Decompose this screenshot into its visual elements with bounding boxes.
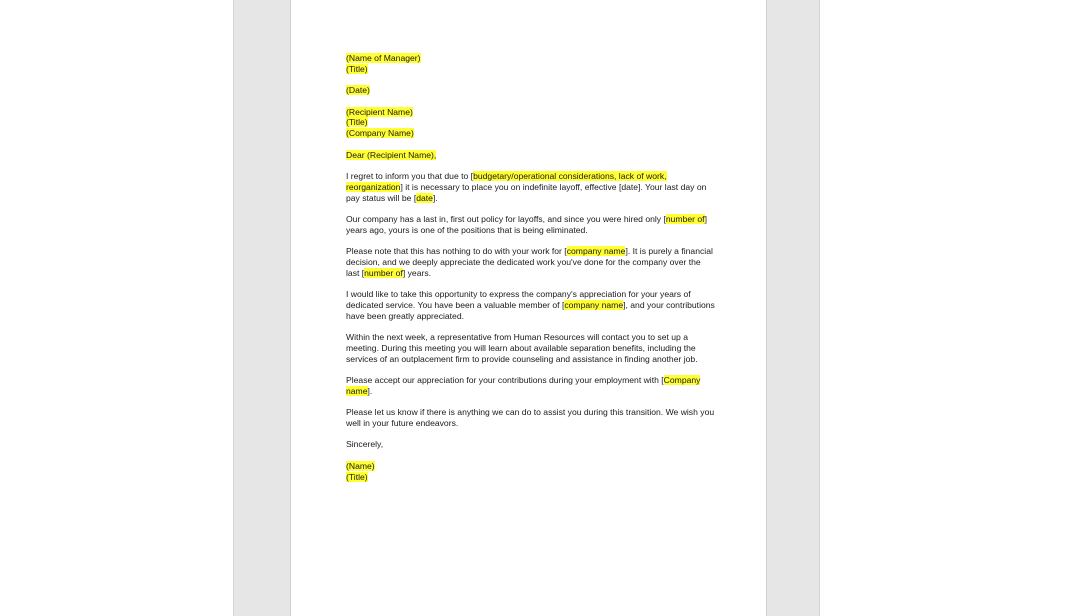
paragraph-7: Please let us know if there is anything we can do to assist you during this transition. We wish you well in your future endeavors.: [346, 407, 715, 429]
p1-placeholder-date: date: [416, 192, 433, 203]
paragraph-1: [346, 171, 716, 203]
p4-placeholder-company: company name: [564, 299, 624, 310]
p3-text-3: ] years.: [402, 267, 432, 278]
sender-title: (Title): [346, 63, 368, 74]
letter-body: [346, 53, 716, 493]
right-gutter: [767, 0, 820, 616]
recipient-name: (Recipient Name): [346, 106, 413, 117]
p6-placeholder-company: Company name: [346, 375, 701, 396]
paragraph-2: [346, 214, 716, 236]
date-line: [346, 85, 716, 96]
p3-text-1: Please note that this has nothing to do with your work for [: [346, 246, 567, 257]
paragraph-6: [346, 375, 716, 397]
recipient-company: (Company Name): [346, 128, 414, 139]
paragraph-5: Within the next week, a representative from Human Resources will contact you to set up a meeting. During this meeting you will learn about available separation benefits, including the services of an outplacement firm to provide counseling and assistance in finding another job.: [346, 332, 698, 364]
p1-text-3: ].: [432, 192, 438, 203]
signature-title: (Title): [346, 471, 368, 482]
p3-text-2: ]. It is purely a financial decision, and we deeply appreciate the dedicated work you've done for the company over the last [: [346, 246, 713, 278]
p3-placeholder-number: number of: [364, 267, 403, 278]
p1-text-2: ] it is necessary to place you on indefinite layoff, effective [date]. Your last day on pay status will be [: [346, 181, 707, 203]
p3-placeholder-company: company name: [566, 246, 626, 257]
p2-placeholder-number: number of: [665, 213, 705, 224]
recipient-title: (Title): [346, 117, 368, 128]
document-page[interactable]: [290, 0, 767, 616]
p6-text-1: Please accept our appreciation for your contributions during your employment with [: [346, 375, 664, 386]
signature-name: (Name): [346, 460, 375, 471]
paragraph-3: [346, 246, 716, 278]
letter-date: (Date): [346, 85, 370, 96]
p2-text-2: ] years ago, yours is one of the positions that is being eliminated.: [346, 213, 707, 235]
closing: Sincerely,: [346, 439, 384, 450]
sender-block: [346, 53, 716, 75]
salutation-text: Dear (Recipient Name),: [346, 149, 437, 160]
p1-text-1: I regret to inform you that due to [: [346, 170, 474, 181]
p4-text-2: ], and your contributions have been greatly appreciated.: [346, 299, 715, 321]
signature-block: [346, 461, 716, 483]
p6-text-2: ].: [367, 385, 373, 396]
paragraph-4: [346, 289, 716, 321]
p1-placeholder-reason: budgetary/operational considerations, lack of work, reorganization: [346, 170, 667, 192]
p2-text-1: Our company has a last in, first out policy for layoffs, and since you were hired only [: [346, 213, 666, 224]
left-gutter: [233, 0, 291, 616]
recipient-block: [346, 107, 716, 139]
sender-name: (Name of Manager): [346, 53, 421, 63]
p4-text-1: I would like to take this opportunity to express the company's appreciation for your years of dedicated service. You have been a valuable member of [: [346, 289, 691, 310]
salutation: [346, 150, 716, 161]
